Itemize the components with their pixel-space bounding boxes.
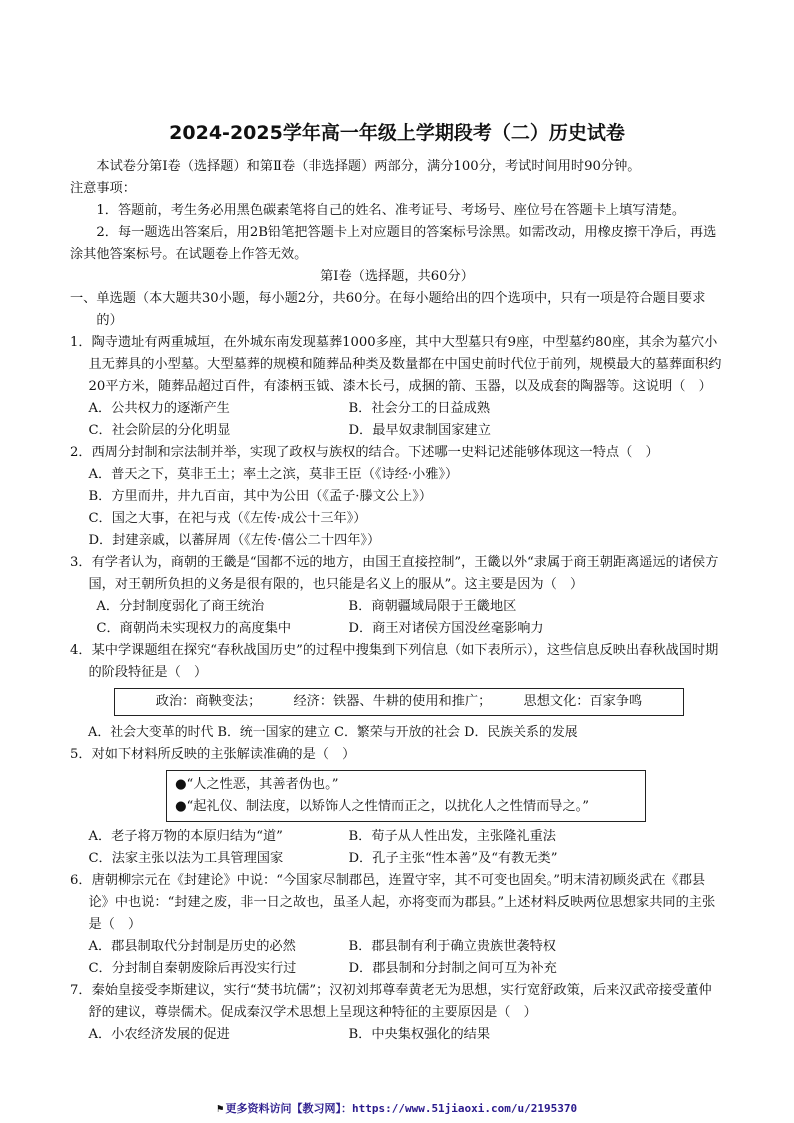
- material-line: ●“起礼仪、制法度，以矫饰人之性情而正之，以扰化人之性情而导之。”: [175, 799, 590, 814]
- question-6-options: [70, 936, 724, 980]
- flag-icon: ⚑: [216, 1102, 224, 1115]
- option-b: B．荀子从人性出发，主张隆礼重法: [348, 829, 556, 844]
- option-a: A．普天之下，莫非王土；率土之滨，莫非王臣（《诗经·小雅》）: [88, 467, 459, 482]
- question-7-stem: 7．秦始皇接受李斯建议，实行“焚书坑儒”；汉初刘邦尊奉黄老无为思想，实行宽舒政策，后来汉武帝接受董仲舒的建议，尊崇儒术。促成秦汉学术思想上呈现这种特征的主要原因是（ ）: [70, 983, 712, 1020]
- option-d: D．郡县制和分封制之间可互为补充: [348, 961, 557, 976]
- question-6-stem: 6．唐朝柳宗元在《封建论》中说：“今国家尽制郡邑，连置守宰，其不可变也固矣。”明末清初顾炎武在《郡县论》中也说：“封建之废，非一日之故也，虽圣人起，亦将变而为郡县。”上述材料反映两位思想家共同的主张是（ ）: [70, 873, 716, 932]
- question-4-info-box: [114, 688, 684, 716]
- exam-intro: 本试卷分第Ⅰ卷（选择题）和第Ⅱ卷（非选择题）两部分，满分100分，考试时间用时90分钟。: [96, 159, 641, 174]
- question-4-stem: 4．某中学课题组在探究“春秋战国历史”的过程中搜集到下列信息（如下表所示），这些信息反映出春秋战国时期的阶段特征是（ ）: [70, 643, 719, 680]
- question-3-stem: 3．有学者认为，商朝的王畿是“国都不远的地方，由国王直接控制”，王畿以外“隶属于商王朝距离遥远的诸侯方国，对王朝所负担的义务是很有限的，也只能是名义上的服从”。这主要是因为（ ）: [70, 555, 719, 592]
- note-item: 2．每一题选出答案后，用2B铅笔把答题卡上对应题目的答案标号涂黑。如需改动，用橡皮擦干净后，再选涂其他答案标号。在试题卷上作答无效。: [70, 225, 717, 262]
- material-line: ●“人之性恶，其善者伪也。”: [175, 777, 339, 792]
- note-item: 1．答题前，考生务必用黑色碳素笔将自己的姓名、准考证号、考场号、座位号在答题卡上填写清楚。: [96, 203, 686, 218]
- question-2-options: [70, 464, 724, 552]
- option-c: C．社会阶层的分化明显: [88, 423, 231, 438]
- question-4-options: A．社会大变革的时代 B．统一国家的建立 C．繁荣与开放的社会 D．民族关系的发展: [88, 725, 578, 740]
- option-d: D．封建亲戚，以蕃屏周（《左传·僖公二十四年》）: [88, 533, 381, 548]
- option-c: C．法家主张以法为工具管理国家: [88, 851, 284, 866]
- question-1-options: [70, 398, 724, 442]
- box-item: 政治：商鞅变法；: [155, 694, 262, 709]
- option-a: A．公共权力的逐渐产生: [88, 401, 230, 416]
- question-1-stem: 1．陶寺遗址有两重城垣，在外城东南发现墓葬1000多座，其中大型墓只有9座，中型墓约80座，其余为墓穴小且无葬具的小型墓。大型墓葬的规模和随葬品种类及数量都在中国史前时代位于前列，规模最大的墓葬面积约20平方米，随葬品超过百件，有漆柄玉钺、漆木长弓，成捆的箭、玉器，以及成套的陶器等。这说明（ ）: [70, 335, 722, 394]
- question-3-options: [70, 596, 724, 640]
- option-c: C．国之大事，在祀与戎（《左传·成公十三年》）: [88, 511, 367, 526]
- option-b: B．社会分工的日益成熟: [348, 401, 491, 416]
- option-d: D．商王对诸侯方国没丝毫影响力: [348, 621, 544, 636]
- footer-text: 更多资料访问【教习网】：https://www.51jiaoxi.com/u/2195370: [225, 1102, 578, 1115]
- question-5-options: [70, 826, 724, 870]
- question-7-options: [70, 1024, 724, 1046]
- part1-heading: 第Ⅰ卷（选择题，共60分）: [320, 269, 474, 284]
- option-c: C．商朝尚未实现权力的高度集中: [96, 621, 292, 636]
- question-5-material-box: [166, 770, 646, 822]
- option-a: A．分封制度弱化了商王统治: [96, 599, 265, 614]
- question-2-stem: 2．西周分封制和宗法制并举，实现了政权与族权的结合。下述哪一史料记述能够体现这一特点（ ）: [70, 445, 659, 460]
- option-d: D．孔子主张“性本善”及“有教无类”: [348, 851, 558, 866]
- option-c: C．分封制自秦朝废除后再没实行过: [88, 961, 297, 976]
- notes-heading: 注意事项：: [70, 181, 136, 196]
- section-heading: 一、单选题（本大题共30小题，每小题2分，共60分。在每小题给出的四个选项中，只有一项是符合题目要求的）: [70, 291, 706, 328]
- box-item: 经济：铁器、牛耕的使用和推广；: [293, 694, 492, 709]
- option-d: D．最早奴隶制国家建立: [348, 423, 491, 438]
- option-a: A．郡县制取代分封制是历史的必然: [88, 939, 296, 954]
- question-5-stem: 5．对如下材料所反映的主张解读准确的是（ ）: [70, 747, 356, 762]
- option-a: A．小农经济发展的促进: [88, 1027, 230, 1042]
- footer-link[interactable]: [0, 1098, 794, 1120]
- option-a: A．老子将万物的本原归结为“道”: [88, 829, 283, 844]
- option-b: B．方里而井，井九百亩，其中为公田（《孟子·滕文公上》）: [88, 489, 433, 504]
- box-item: 思想文化：百家争鸣: [523, 694, 643, 709]
- page-title: 2024-2025学年高一年级上学期段考（二）历史试卷: [169, 122, 625, 144]
- option-b: B．商朝疆域局限于王畿地区: [348, 599, 517, 614]
- exam-page: [70, 110, 724, 1046]
- option-b: B．中央集权强化的结果: [348, 1027, 491, 1042]
- option-b: B．郡县制有利于确立贵族世袭特权: [348, 939, 556, 954]
